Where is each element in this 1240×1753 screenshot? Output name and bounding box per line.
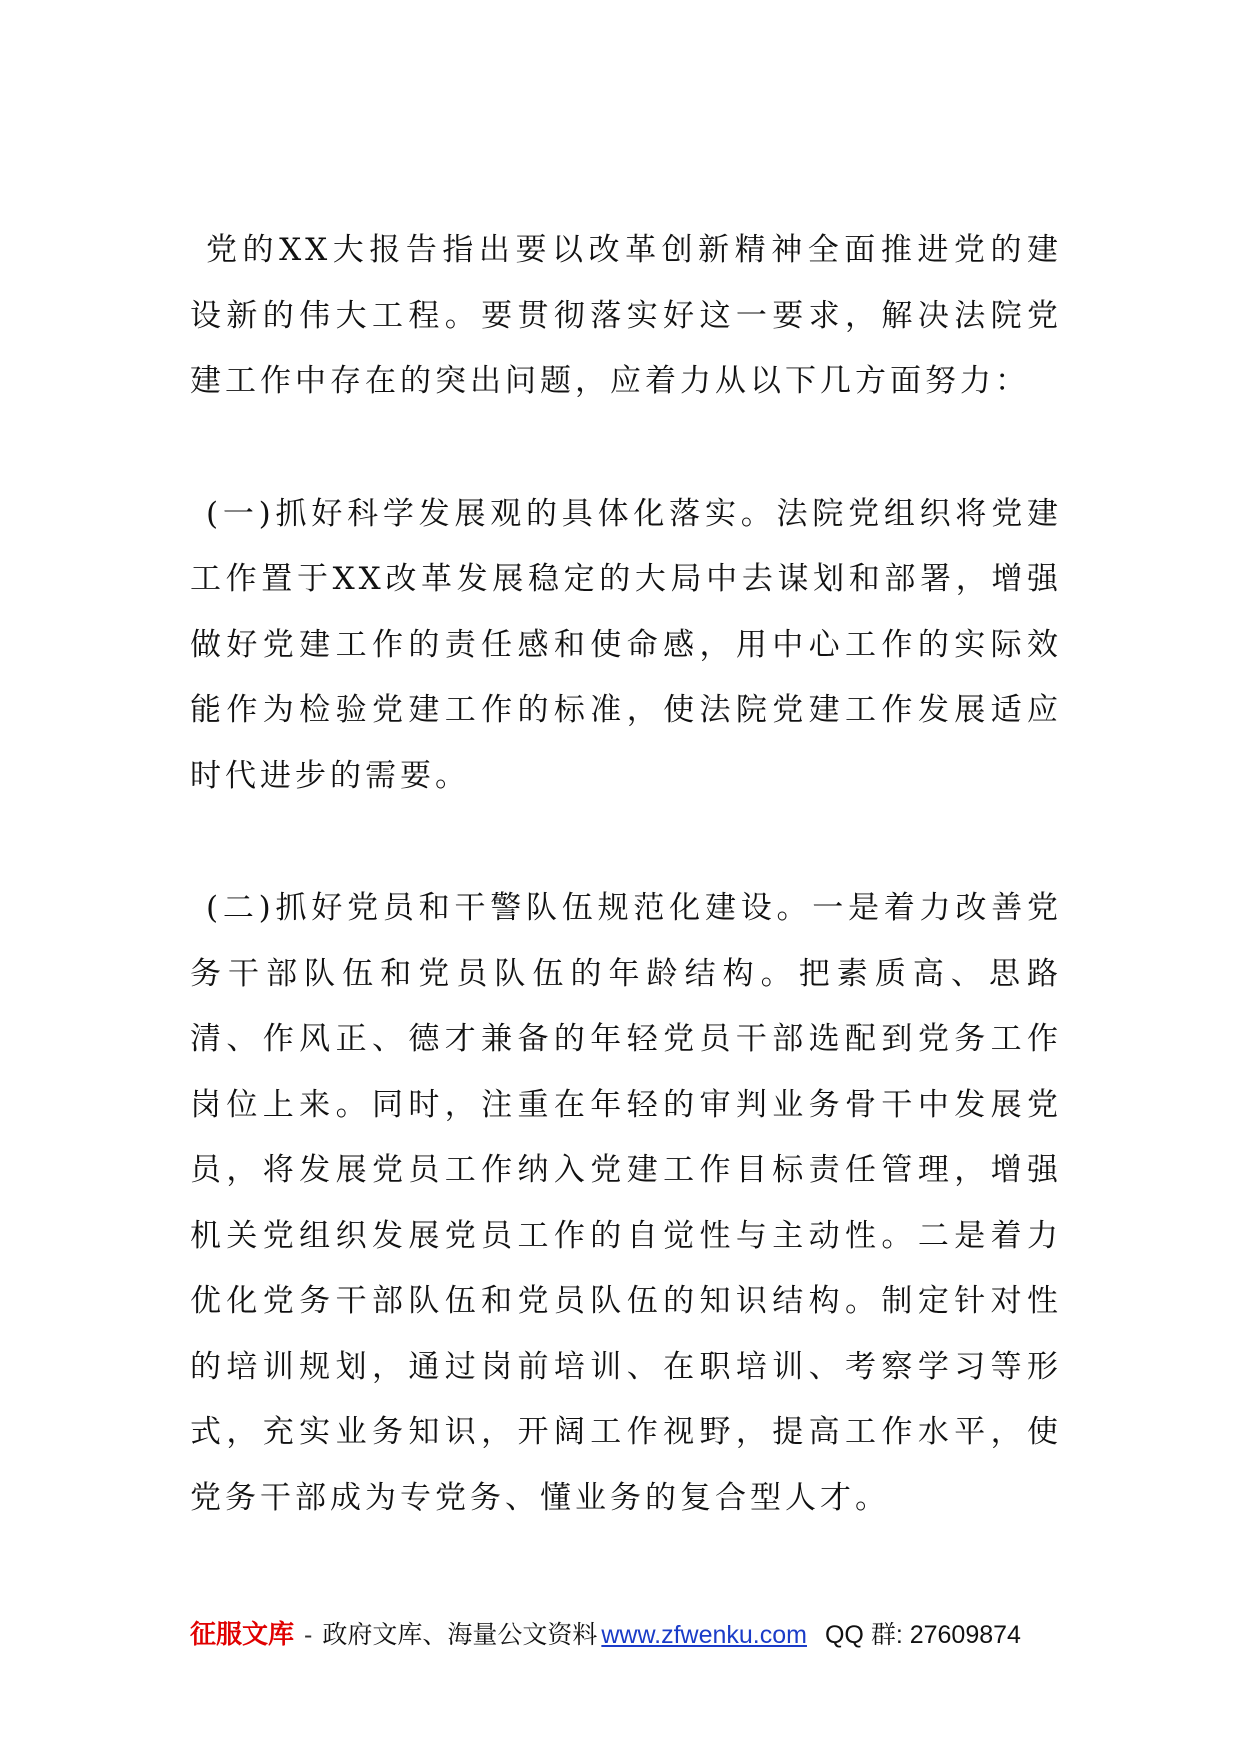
paragraph-section-2: (二)抓好党员和干警队伍规范化建设。一是着力改善党务干部队伍和党员队伍的年龄结构。把素质高、思路清、作风正、德才兼备的年轻党员干部选配到党务工作岗位上来。同时，注重在年轻的审判业务骨干中发展党员，将发展党员工作纳入党建工作目标责任管理，增强机关党组织发展党员工作的自觉性与主动性。二是着力优化党务干部队伍和党员队伍的知识结构。制定针对性的培训规划，通过岗前培训、在职培训、考察学习等形式，充实业务知识，开阔工作视野，提高工作水平，使党务干部成为专党务、懂业务的复合型人才。 <box>190 890 1062 1516</box>
paragraph-section-1: (一)抓好科学发展观的具体化落实。法院党组织将党建工作置于XX改革发展稳定的大局中去谋划和部署，增强做好党建工作的责任感和使命感，用中心工作的实际效能作为检验党建工作的标准，使法院党建工作发展适应时代进步的需要。 <box>190 495 1062 794</box>
footer-qq-group: QQ 群: 27609874 <box>824 1621 1021 1649</box>
footer-tagline: 政府文库、海量公文资料 <box>322 1621 598 1649</box>
footer-website-link[interactable]: www.zfwenku.com <box>601 1621 807 1649</box>
page-footer <box>190 1614 1062 1654</box>
footer-brand: 征服文库 <box>190 1619 295 1649</box>
document-body <box>190 218 1062 1531</box>
paragraph-intro: 党的XX大报告指出要以改革创新精神全面推进党的建设新的伟大工程。要贯彻落实好这一要求，解决法院党建工作中存在的突出问题，应着力从以下几方面努力： <box>190 232 1062 399</box>
footer-separator: - <box>304 1621 313 1649</box>
